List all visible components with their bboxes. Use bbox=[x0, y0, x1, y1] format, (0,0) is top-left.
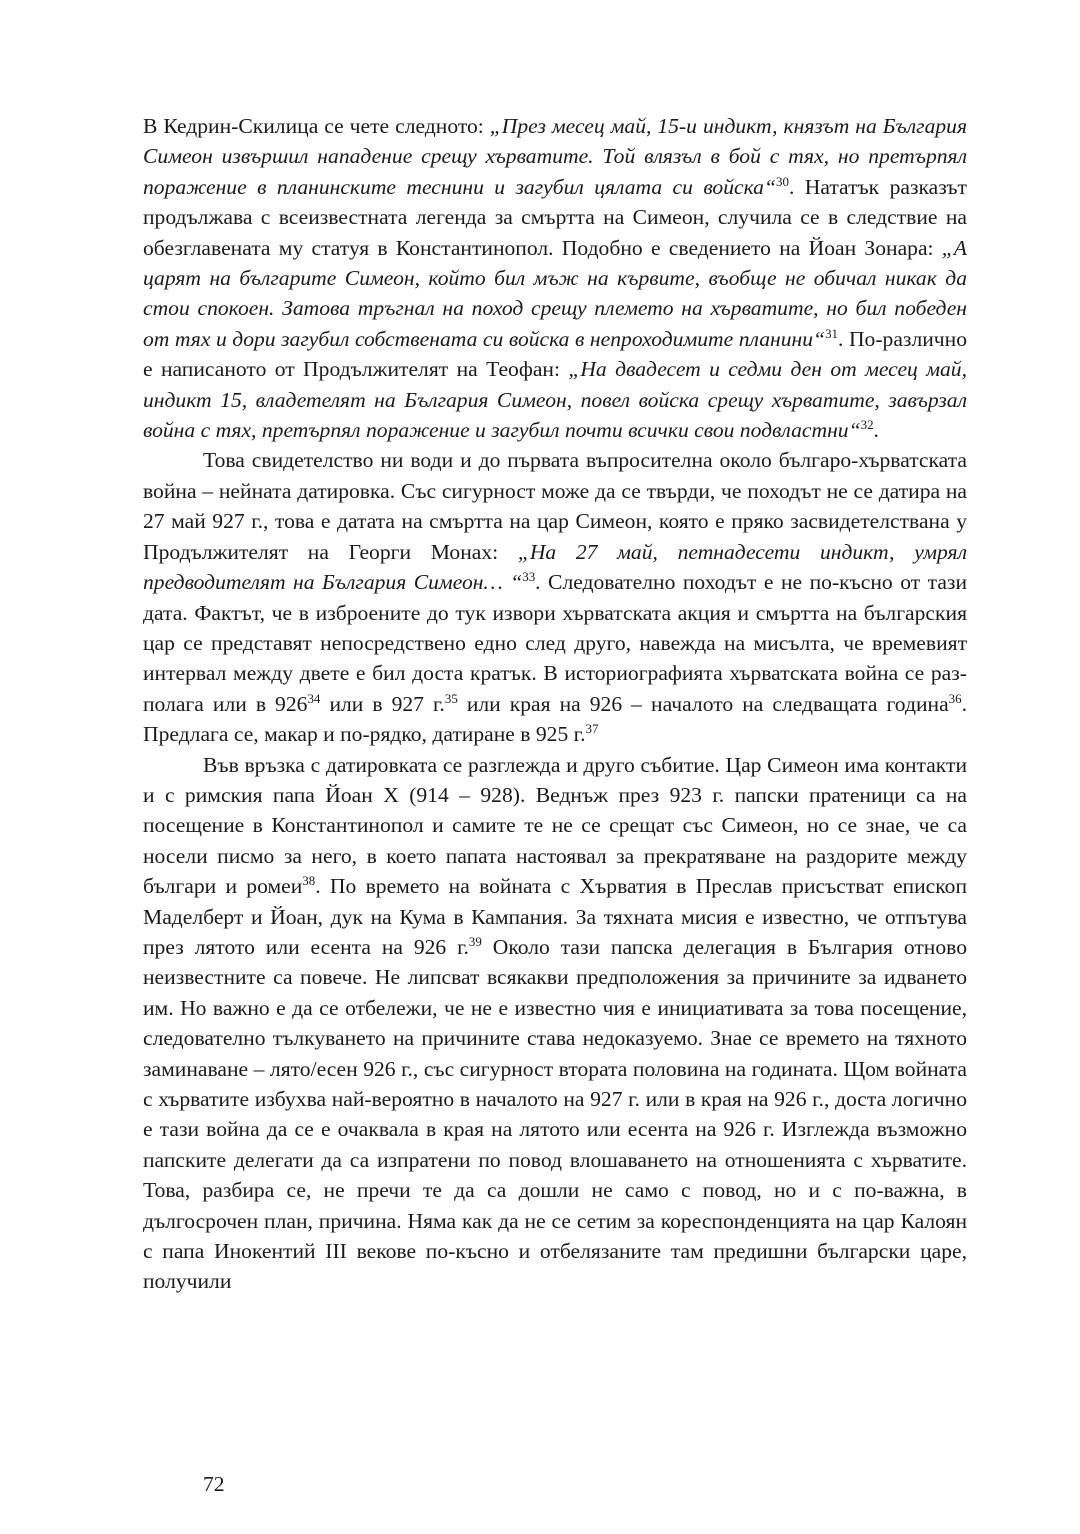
text-run: Това свидетелство ни води и до първата въпросителна около българо-хърватската война – нейната датировка. Със сигурност може да се твърди, че походът не се датира на 27 май 927 г., това е датата на смъртта на цар Симеон, която е пряко засвидетелствана у Продължителят на Георги Монах: bbox=[143, 448, 967, 564]
text-run: . По-различно е написаното от Продължителят на Теофан: bbox=[143, 326, 967, 382]
text-run: . bbox=[873, 418, 879, 443]
text-run: или в 927 г. bbox=[320, 691, 445, 716]
paragraph bbox=[143, 750, 967, 1297]
text-run: Около тази папска делегация в България отново неизвестните са повече. Не липсват всякакви предположения за причините за идването им. Но важно е да се отбележи, че не е известно чия е инициативата за това посещение, следователно тълкуването на причините става недоказуемо. Знае се времето на тяхното заминаване – лято/есен 926 г., със сигурност втората половина на годината. Щом войната с хърватите избухва най-вероятно в началото на 927 г. или в края на 926 г., доста логично е тази война да се е очаквала в края на лятото или есента на 926 г. Изглежда възможно папските делегати да са изпратени по повод влошаването на отношенията с хърватите. Това, разбира се, не пречи те да са дошли не само с повод, но и с по-важна, в дългосрочен план, причина. Няма как да не се сетим за кореспонденцията на цар Калоян с папа Инокентий III векове по-късно и отбелязаните там предишни български царе, получили bbox=[143, 934, 967, 1294]
footnote-ref: 30 bbox=[775, 173, 789, 189]
text-run: В Кедрин-Скилица се чете следното: bbox=[143, 114, 490, 138]
footnote-ref: 31 bbox=[825, 325, 839, 341]
footnote-ref: 36 bbox=[948, 690, 962, 706]
text-run: или края на 926 – началото на следващата година bbox=[457, 691, 949, 716]
quotation: „През месец май, 15-и индикт, князът на България Симеон извършил нападение срещу хърватите. Той влязъл в бой с тях, но претърпял поражение в планинските теснини и загубил цялата си войска“ bbox=[143, 114, 967, 199]
footnote-ref: 35 bbox=[444, 690, 458, 706]
text-run: Във връзка с датировката се разглежда и друго събитие. Цар Симеон има контакти и с римския папа Йоан X (914 – 928). Веднъж през 923 г. папски пратеници са на посещение в Константинопол и самите те не се срещат със Симеон, но се знае, че са носели писмо за него, в което папата настоявал за прекратяване на раздорите между българи и ромеи bbox=[143, 752, 967, 899]
text-run: . По времето на войната с Хърватия в Преслав присъстват епископ Маделберт и Йоан, дук на Кума в Кампания. За тяхната мисия е известно, че отпътува през лятото или есента на 926 г. bbox=[143, 874, 967, 959]
footnote-ref: 34 bbox=[307, 690, 321, 706]
footnote-ref: 37 bbox=[585, 720, 599, 736]
text-run: . Предлага се, макар и по-рядко, датиране в 925 г. bbox=[143, 691, 968, 747]
paragraph bbox=[143, 445, 967, 749]
footnote-ref: 39 bbox=[468, 933, 482, 949]
quotation: „На двадесет и седми ден от месец май, индикт 15, владетелят на България Симеон, повел войска срещу хърватите, завързал война с тях, претърпял поражение и загубил почти всички свои подвластни“ bbox=[143, 357, 967, 443]
paragraph bbox=[143, 111, 967, 445]
page-number: 72 bbox=[203, 1472, 225, 1496]
footnote-ref: 38 bbox=[302, 872, 316, 888]
text-run: . Нататък разказът продължава с всеизвестната легенда за смъртта на Симеон, случила се в следствие на обезглавената му статуя в Константинопол. Подобно е сведението на Йоан Зонара: bbox=[143, 174, 967, 260]
footnote-ref: 33 bbox=[522, 568, 536, 584]
footnote-ref: 32 bbox=[860, 416, 874, 432]
quotation: „На 27 май, петнадесети индикт, умрял предводителят на България Симеон… “ bbox=[143, 539, 967, 595]
text-run: . Следователно походът е не по-късно от тази дата. Фактът, че в изброените до тук извори хърватската акция и смъртта на българския цар се представят непосредствено едно след друго, навежда на мисълта, че времевият интервал между двете е бил доста кратък. В историографията хърватската война се разполага или в 926 bbox=[143, 570, 967, 716]
body-text bbox=[143, 111, 967, 1297]
quotation: „А царят на българите Симеон, който бил мъж на кървите, въобще не обичал никак да стои спокоен. Затова тръгнал на поход срещу племето на хърватите, но бил победен от тях и дори загубил собствената си войска в непроходимите планини“ bbox=[143, 235, 967, 351]
